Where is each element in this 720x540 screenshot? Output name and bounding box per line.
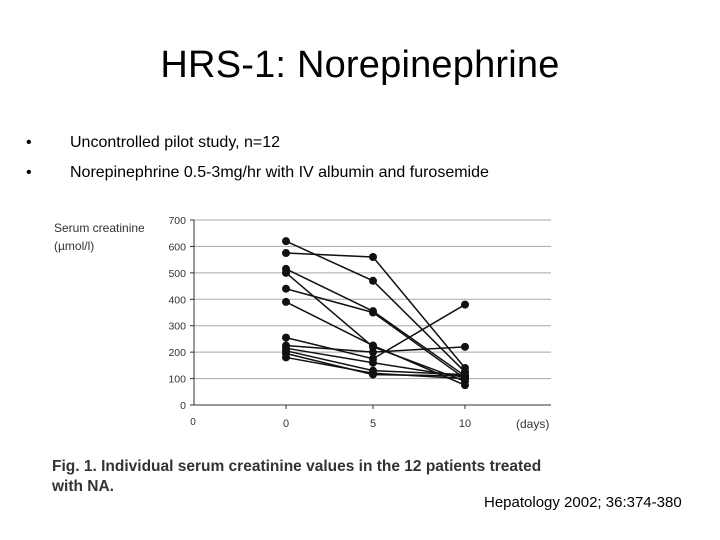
bullet-list (26, 128, 489, 188)
x-tick-label: 10 (458, 418, 472, 430)
data-point (369, 277, 377, 285)
bullet-marker: • (26, 164, 32, 181)
data-point (282, 249, 290, 257)
citation-details: 2002; 36:374-380 (559, 494, 682, 511)
figure-caption (52, 457, 572, 497)
data-point (282, 285, 290, 293)
slide-title: HRS-1: Norepinephrine (160, 44, 560, 86)
x-tick-label: 0 (282, 418, 290, 430)
y-tick-label: 300 (168, 320, 186, 333)
data-point (282, 269, 290, 277)
caption-line: with NA. (52, 478, 114, 495)
caption-line: Fig. 1. Individual serum creatinine values in the 12 patients treated (52, 458, 542, 475)
data-point (369, 369, 377, 377)
bullet-text: Norepinephrine 0.5-3mg/hr with IV albumin and furosemide (70, 164, 489, 181)
y-tick-label: 0 (180, 400, 186, 412)
y-axis-label-line2: (µmol/l) (54, 239, 95, 253)
creatinine-chart (48, 205, 568, 441)
y-axis-label-line1: Serum creatinine (54, 221, 145, 235)
data-point (461, 375, 469, 383)
bullet-item (26, 128, 489, 158)
bullet-marker: • (26, 134, 32, 151)
data-point (369, 253, 377, 261)
citation-journal: Hepatology (484, 494, 560, 511)
y-tick-label: 400 (168, 294, 186, 307)
bullet-item (26, 158, 489, 188)
y-tick-label: 500 (168, 267, 186, 280)
x-axis-unit-label: (days) (516, 417, 550, 431)
data-point (369, 348, 377, 356)
data-point (282, 353, 290, 361)
data-point (369, 309, 377, 317)
y-tick-label: 100 (168, 373, 186, 386)
figure (48, 205, 568, 446)
data-point (282, 237, 290, 245)
data-point (282, 298, 290, 306)
x-tick-label: 5 (369, 418, 377, 430)
y-tick-label: 700 (168, 215, 186, 227)
data-point (282, 334, 290, 342)
bullet-text: Uncontrolled pilot study, n=12 (70, 134, 281, 151)
citation (484, 494, 682, 511)
data-point (461, 301, 469, 309)
y-tick-label: 600 (168, 241, 186, 254)
y-tick-label: 200 (168, 347, 186, 360)
x-origin-label: 0 (190, 417, 196, 428)
data-point (461, 343, 469, 351)
data-point (369, 359, 377, 367)
